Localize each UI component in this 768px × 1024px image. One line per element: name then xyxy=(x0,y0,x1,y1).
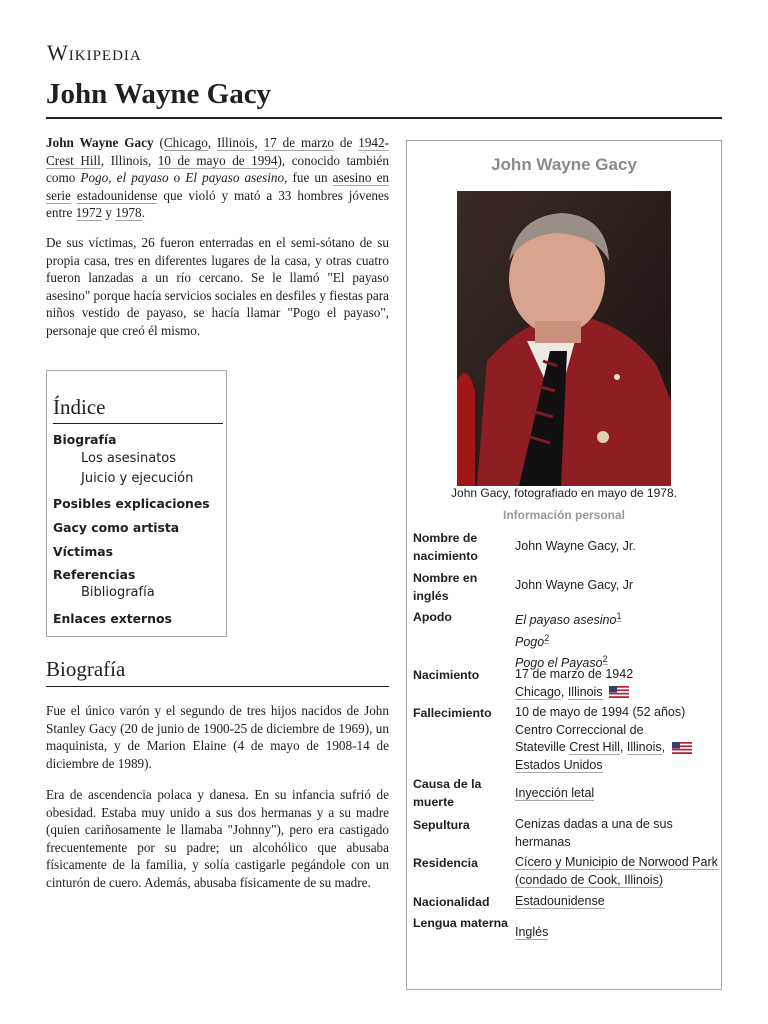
link-chicago[interactable]: Chicago xyxy=(163,135,208,150)
value-burial: Cenizas dadas a una de sus hermanas xyxy=(515,817,673,849)
table-of-contents xyxy=(46,370,227,637)
text: que violó y mató a 33 hombres jóvenes entre xyxy=(46,187,390,220)
link-birth-date[interactable]: 17 de marzo xyxy=(263,135,334,150)
value-residence xyxy=(515,854,720,889)
label-nationality: Nacionalidad xyxy=(413,895,490,909)
infobox-title: John Wayne Gacy xyxy=(491,155,637,174)
label-birth-name: Nombre de nacimiento xyxy=(413,531,478,563)
infobox-section-header: Información personal xyxy=(502,508,626,522)
toc-item-juicio[interactable]: Juicio y ejecución xyxy=(81,471,194,486)
text: ), conocido también como xyxy=(46,152,389,185)
link-asesino-en-serie[interactable]: asesino en serie xyxy=(46,170,390,203)
toc-divider xyxy=(53,423,223,424)
toc-item-posibles[interactable]: Posibles explicaciones xyxy=(53,496,210,511)
toc-item-artista[interactable]: Gacy como artista xyxy=(53,520,180,535)
label-death: Fallecimiento xyxy=(413,706,492,720)
link-death-city[interactable]: Crest Hill xyxy=(569,740,620,754)
alias-2: Pogo xyxy=(515,634,545,649)
text: o xyxy=(173,170,181,185)
link-birth-city[interactable]: Chicago xyxy=(515,684,561,699)
link-illinois[interactable]: Illinois xyxy=(217,135,255,150)
text: El payaso asesino xyxy=(185,170,285,185)
intro-paragraph: John Wayne Gacy (Chicago, Illinois, 17 de marzo de 1942-Crest Hill, Illinois, 10 de mayo de 1994), conocido también como Pogo, el payaso o El payaso asesino, fue un asesino en serie estadounidense que violó y mató a 33 hombres jóvenes entre 1972 y 1978. xyxy=(46,135,390,220)
text: y xyxy=(105,205,112,220)
toc-item-los-asesinatos[interactable]: Los asesinatos xyxy=(81,451,177,466)
text: , fue un xyxy=(284,170,328,185)
death-date: 10 de mayo de 1994 (52 años) xyxy=(515,705,686,719)
alias-1: El payaso asesino xyxy=(515,613,617,628)
link-estadounidense[interactable]: estadounidense xyxy=(76,187,158,203)
wikipedia-logo[interactable]: Wikipedia xyxy=(47,40,142,65)
ref-3[interactable]: 2 xyxy=(602,654,608,665)
toc-item-biografia[interactable]: Biografía xyxy=(53,432,117,447)
label-cause: Causa de la muerte xyxy=(413,777,482,809)
subject-name: John Wayne Gacy xyxy=(46,135,154,150)
toc-heading: Índice xyxy=(53,395,106,419)
link-1972[interactable]: 1972 xyxy=(75,205,103,220)
value-english-name: John Wayne Gacy, Jr xyxy=(515,578,634,592)
value-death: 10 de mayo de 1994 (52 años) Centro Correccional de Stateville Crest Hill, Illinois, Estados Unidos xyxy=(515,704,720,774)
bio-paragraph-2: Era de ascendencia polaca y danesa. En su infancia sufrió de obesidad. Estaba muy unido a sus dos hermanas y a su madre (quien cariñosamente le llamaba "Johnny"), pero era castigado frecuentemente por su padre; un alcohólico que abusaba físicamente de la familia, y solía castigarle pegándole con un cinturón de cuero. Además, abusaba físicamente de su madre. xyxy=(46,787,389,890)
victims-paragraph: De sus víctimas, 26 fueron enterradas en el semi-sótano de su propia casa, tres en diferentes lugares de la casa, y otras cuatro fueron lanzadas a un río cercano. Se le llamó "El payaso asesino" porque hacía servicios sociales en desfiles y fiestas para niños vestido de payaso, se hacía llamar "Pogo el payaso", personaje que creó él mismo. xyxy=(46,235,389,338)
death-place: Centro Correccional de xyxy=(515,722,644,737)
section-heading-biografia: Biografía xyxy=(46,657,126,681)
label-language: Lengua materna xyxy=(413,916,508,930)
link-nationality[interactable]: Estadounidense xyxy=(515,894,605,908)
toc-item-referencias[interactable]: Referencias xyxy=(53,567,136,582)
text: , Illinois, xyxy=(100,152,152,168)
value-language xyxy=(515,924,720,942)
value-birth-name: John Wayne Gacy, Jr. xyxy=(515,539,636,553)
toc-item-enlaces[interactable]: Enlaces externos xyxy=(53,611,172,626)
value-cause xyxy=(515,785,720,803)
text: Pogo, el payaso xyxy=(80,170,169,185)
link-residence[interactable]: Cícero y Municipio de Norwood Park (condado de Cook, Illinois) xyxy=(515,855,718,887)
link-death-country[interactable]: Estados Unidos xyxy=(515,757,603,772)
us-flag-icon xyxy=(609,686,629,698)
us-flag-icon xyxy=(672,742,692,754)
ref-1[interactable]: 1 xyxy=(616,611,622,621)
title-divider xyxy=(46,117,722,119)
ref-2[interactable]: 2 xyxy=(544,632,550,643)
toc-item-bibliografia[interactable]: Bibliografía xyxy=(81,585,155,600)
bio-paragraph-1: Fue el único varón y el segundo de tres hijos nacidos de John Stanley Gacy (20 de junio de 1900-25 de diciembre de 1969), un maquinista, y de Marion Elaine (4 de mayo de 1908-14 de diciembre de 1989). xyxy=(46,703,389,771)
link-death-date[interactable]: 10 de mayo de 1994 xyxy=(157,152,278,168)
portrait-photo[interactable] xyxy=(457,191,671,486)
value-alias xyxy=(515,608,720,673)
page-title: John Wayne Gacy xyxy=(46,78,272,110)
value-birth: 17 de marzo de 1942 Chicago, Illinois xyxy=(515,667,634,699)
alias-3: Pogo el Payaso xyxy=(515,656,603,671)
photo-caption: John Gacy, fotografiado en mayo de 1978. xyxy=(451,486,677,500)
toc-item-victimas[interactable]: Víctimas xyxy=(53,544,113,559)
label-birth: Nacimiento xyxy=(413,668,480,682)
value-nationality xyxy=(515,893,720,911)
label-burial: Sepultura xyxy=(413,818,470,832)
label-english-name: Nombre en inglés xyxy=(413,571,478,603)
link-cause[interactable]: Inyección letal xyxy=(515,786,595,800)
link-crest-hill[interactable]: 1942-Crest Hill xyxy=(46,135,390,168)
link-1978[interactable]: 1978 xyxy=(115,205,142,220)
birth-date: 17 de marzo de 1942 xyxy=(515,667,634,681)
text: de xyxy=(339,135,353,150)
label-residence: Residencia xyxy=(413,856,478,870)
label-alias: Apodo xyxy=(413,610,452,624)
link-birth-state[interactable]: Illinois xyxy=(567,684,603,699)
text: . xyxy=(141,205,145,220)
link-language[interactable]: Inglés xyxy=(515,925,549,939)
death-place-2: Stateville xyxy=(515,740,566,754)
section-divider xyxy=(46,686,389,687)
infobox xyxy=(406,140,722,990)
link-death-state[interactable]: Illinois xyxy=(626,740,662,754)
